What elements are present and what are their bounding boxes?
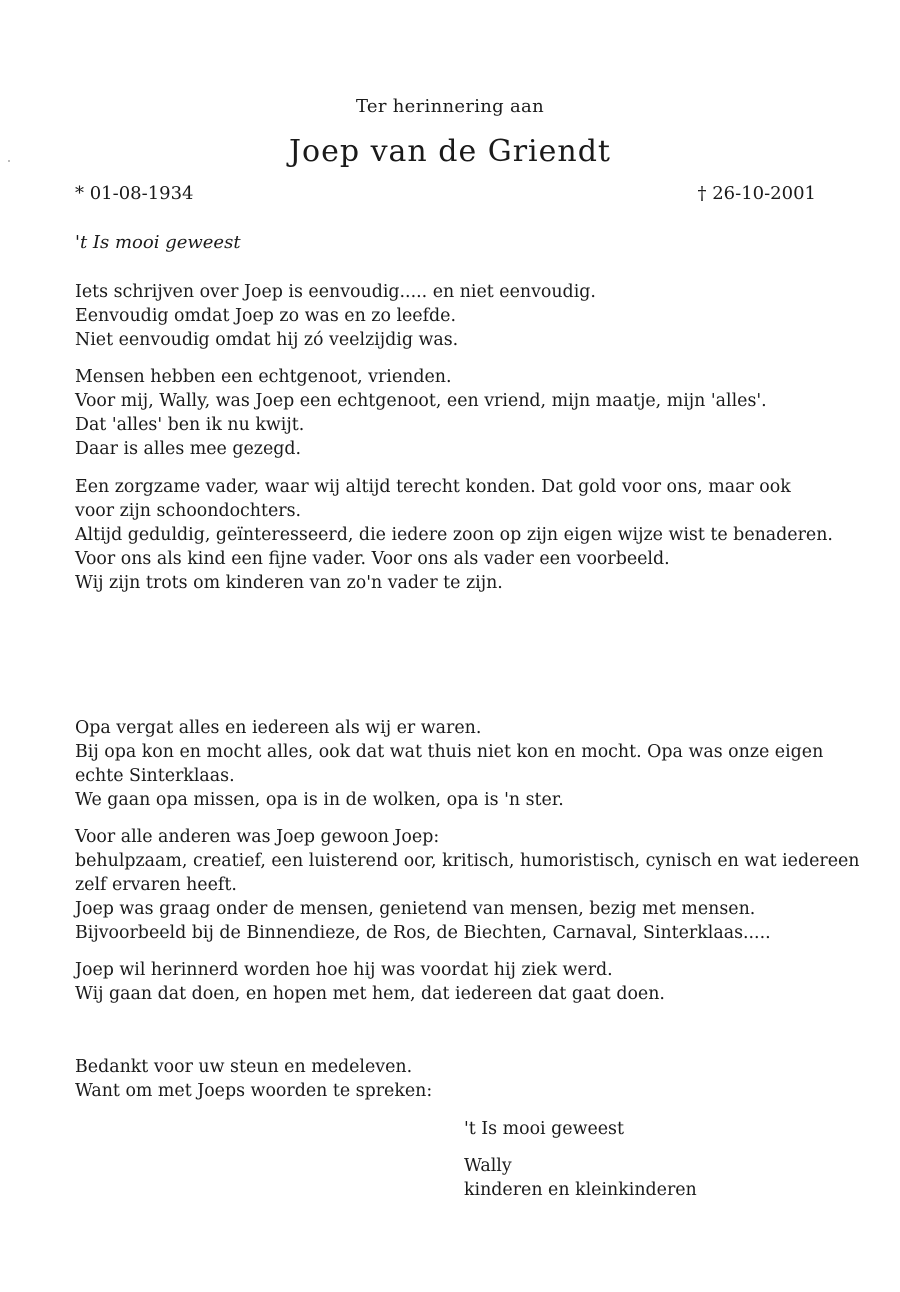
paragraph-1 — [75, 280, 825, 352]
paragraph-line: Joep wil herinnerd worden hoe hij was voordat hij ziek werd. — [75, 960, 613, 980]
paragraph-line: Voor mij, Wally, was Joep een echtgenoot, een vriend, mijn maatje, mijn 'alles'. — [75, 391, 767, 411]
paragraph-line: Voor ons als kind een fijne vader. Voor ons als vader een voorbeeld. — [75, 549, 670, 569]
paragraph-line: Dat 'alles' ben ik nu kwijt. — [75, 415, 305, 435]
paragraph-line: Niet eenvoudig omdat hij zó veelzijdig was. — [75, 330, 459, 350]
paragraph-line: We gaan opa missen, opa is in de wolken, opa is 'n ster. — [75, 790, 564, 810]
paragraph-3 — [75, 475, 833, 595]
paragraph-line: Joep was graag onder de mensen, genietend van mensen, bezig met mensen. — [75, 899, 756, 919]
paragraph-5 — [75, 825, 860, 945]
intro-line: Ter herinnering aan — [356, 96, 544, 117]
paragraph-2 — [75, 365, 825, 461]
paragraph-line: Wij zijn trots om kinderen van zo'n vader te zijn. — [75, 573, 503, 593]
paragraph-line: Wij gaan dat doen, en hopen met hem, dat iedereen dat gaat doen. — [75, 984, 665, 1004]
paragraph-line: Een zorgzame vader, waar wij altijd terecht konden. Dat gold voor ons, maar ook — [75, 477, 791, 497]
signature-name: Wally — [464, 1156, 512, 1176]
paragraph-line: Bijvoorbeeld bij de Binnendieze, de Ros, de Biechten, Carnaval, Sinterklaas..... — [75, 923, 771, 943]
paragraph-line: behulpzaam, creatief, een luisterend oor, kritisch, humoristisch, cynisch en wat iedereen — [75, 851, 860, 871]
paragraph-line: zelf ervaren heeft. — [75, 875, 237, 895]
signature-quote: 't Is mooi geweest — [464, 1119, 624, 1139]
paragraph-line: Mensen hebben een echtgenoot, vrienden. — [75, 367, 452, 387]
paragraph-line: Opa vergat alles en iedereen als wij er waren. — [75, 718, 482, 738]
signature-block — [464, 1154, 697, 1202]
paragraph-line: Eenvoudig omdat Joep zo was en zo leefde. — [75, 306, 456, 326]
deceased-name: Joep van de Griendt — [288, 134, 611, 169]
paragraph-line: voor zijn schoondochters. — [75, 501, 302, 521]
closing-text — [75, 1055, 432, 1103]
birth-date: * 01-08-1934 — [75, 183, 194, 204]
paragraph-line: Daar is alles mee gezegd. — [75, 439, 302, 459]
paragraph-line: Iets schrijven over Joep is eenvoudig..... en niet eenvoudig. — [75, 282, 596, 302]
paragraph-line: Bij opa kon en mocht alles, ook dat wat thuis niet kon en mocht. Opa was onze eigen — [75, 742, 824, 762]
motto: 't Is mooi geweest — [75, 232, 241, 253]
paragraph-line: Voor alle anderen was Joep gewoon Joep: — [75, 827, 440, 847]
signature-family: kinderen en kleinkinderen — [464, 1180, 697, 1200]
closing-line: Want om met Joeps woorden te spreken: — [75, 1081, 433, 1101]
death-date: † 26-10-2001 — [697, 183, 816, 204]
paragraph-4 — [75, 716, 825, 812]
closing-line: Bedankt voor uw steun en medeleven. — [75, 1057, 413, 1077]
paragraph-line: Altijd geduldig, geïnteresseerd, die iedere zoon op zijn eigen wijze wist te benaderen. — [75, 525, 833, 545]
paragraph-line: echte Sinterklaas. — [75, 766, 235, 786]
paragraph-6 — [75, 958, 825, 1006]
